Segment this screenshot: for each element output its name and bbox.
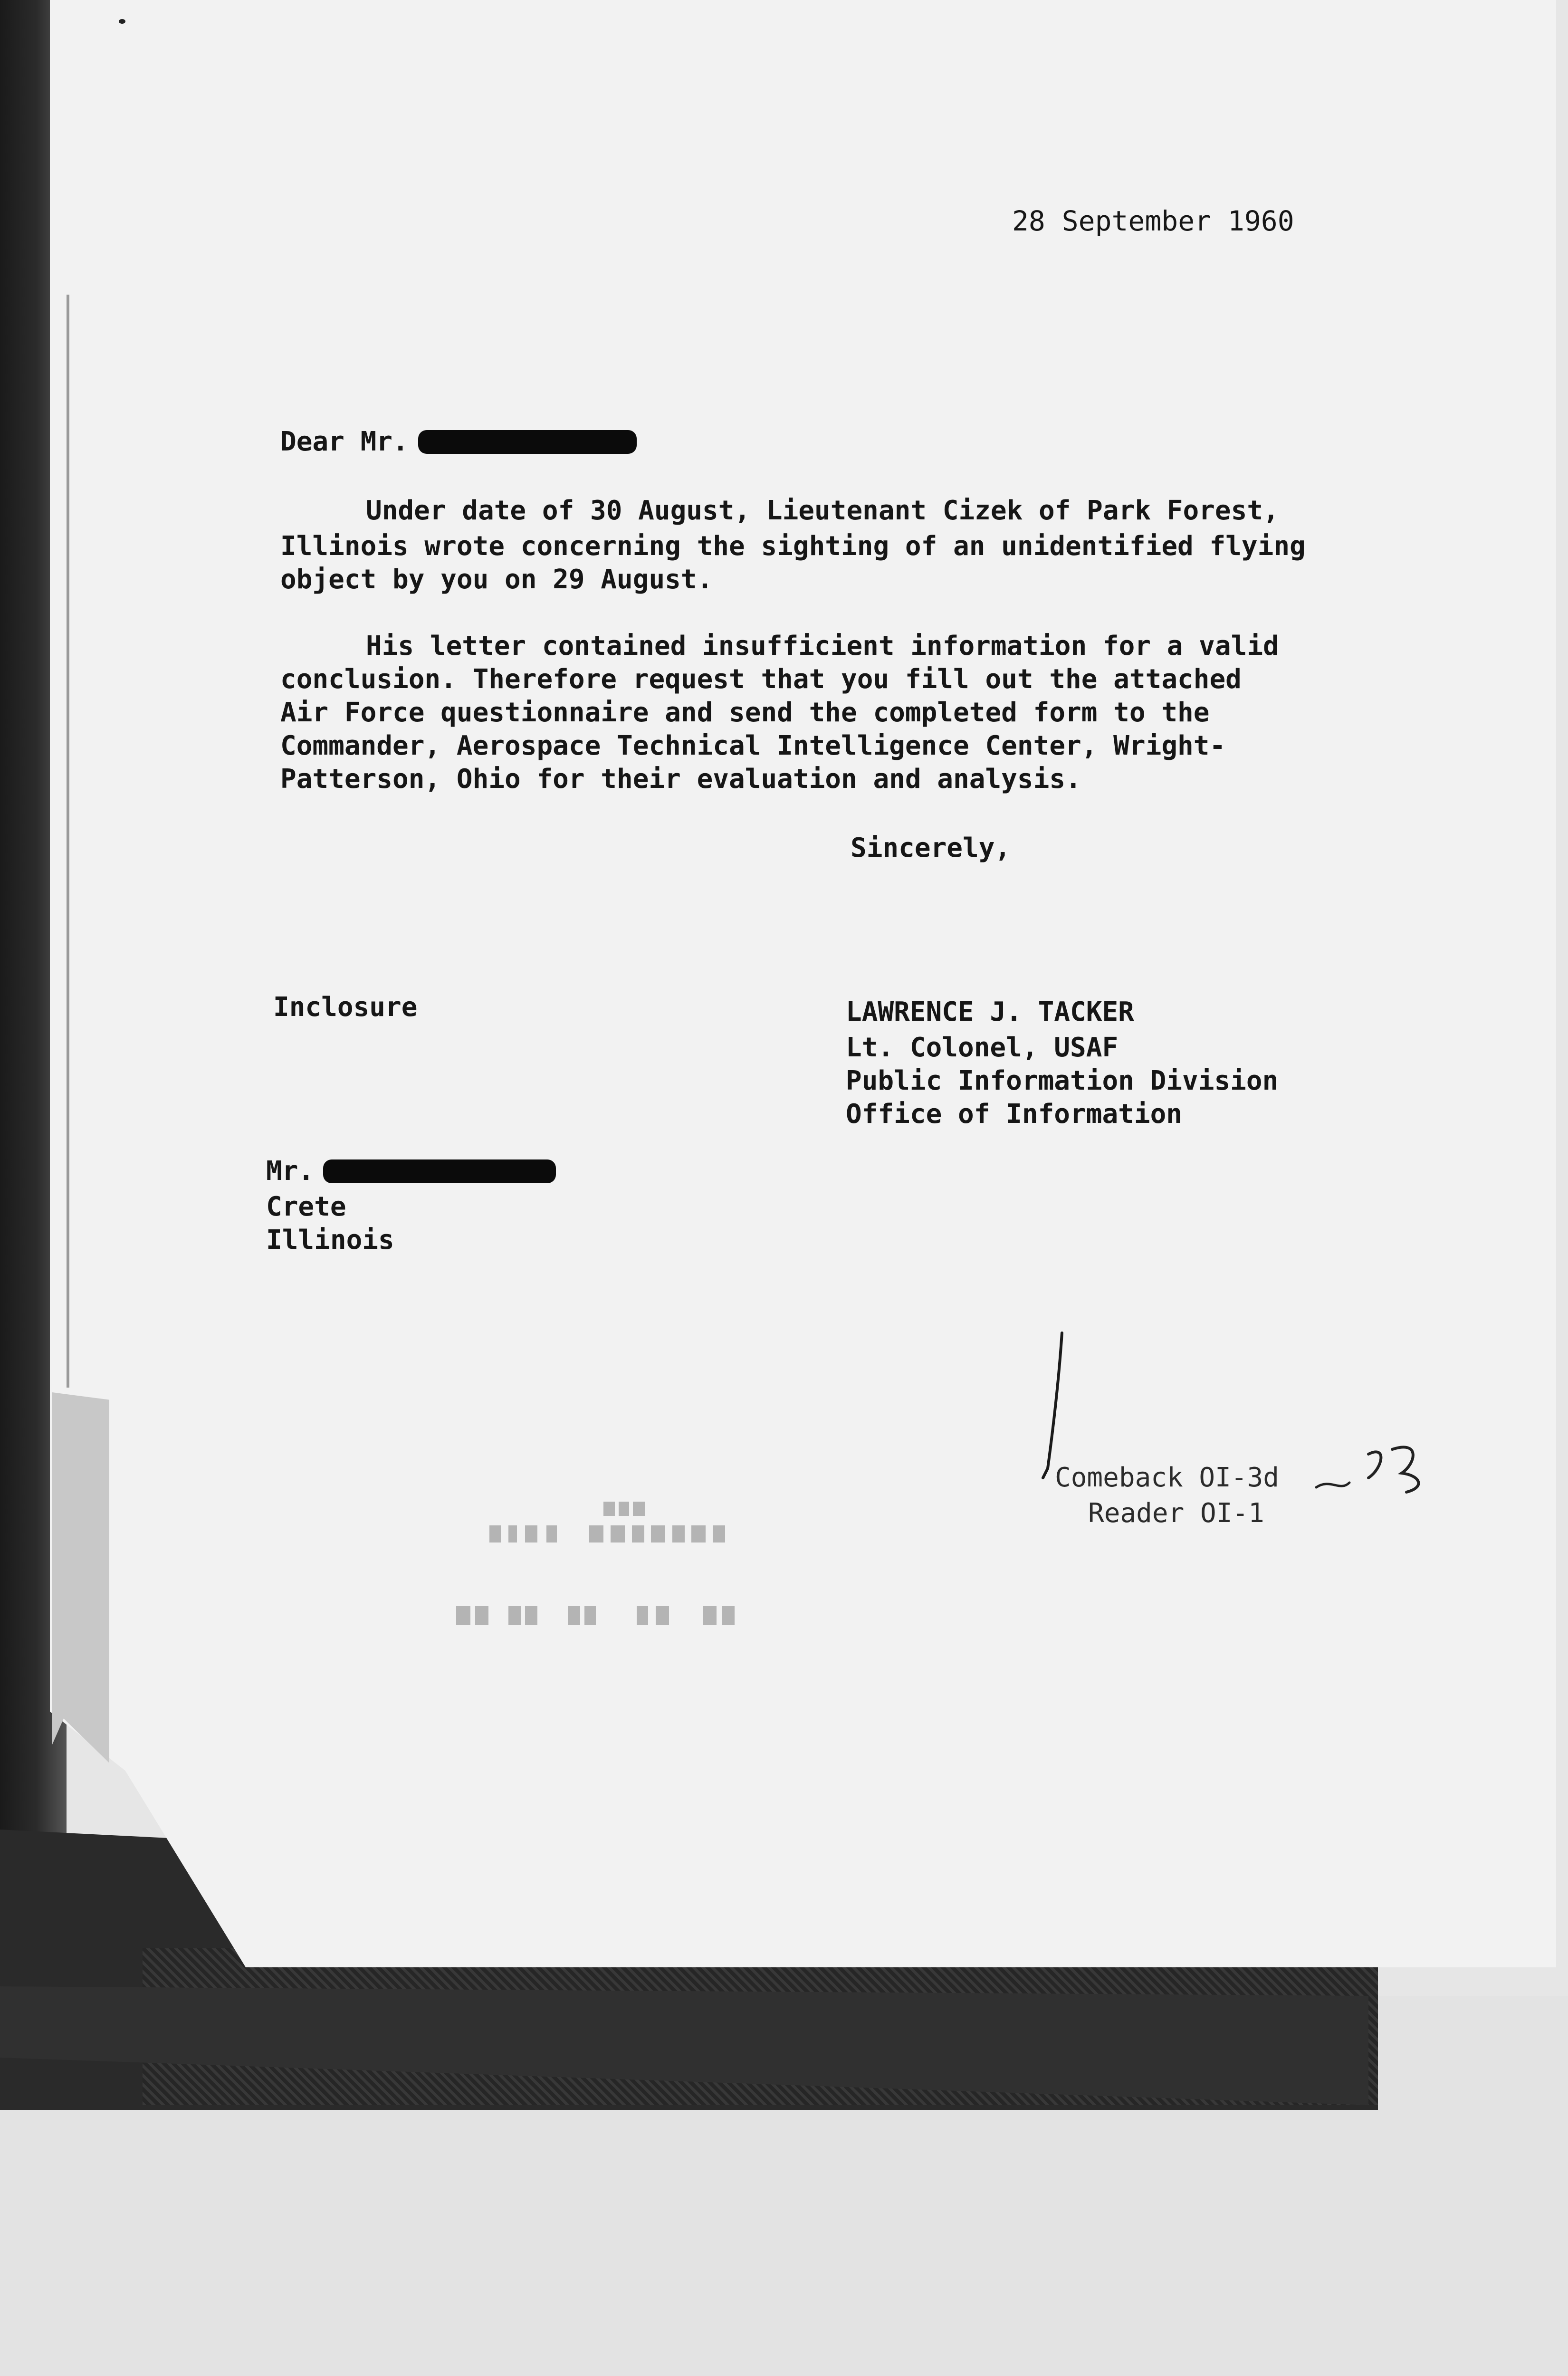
paragraph-2-line-4: Commander, Aerospace Technical Intelligence Center, Wright- <box>280 730 1226 761</box>
address-state: Illinois <box>266 1225 394 1255</box>
paragraph-2-line-5: Patterson, Ohio for their evaluation and analysis. <box>280 764 1081 795</box>
handwritten-check-mark <box>1033 1331 1076 1483</box>
ink-dot <box>119 19 125 24</box>
sheet-torn-corner <box>52 1392 109 1763</box>
salutation: Dear Mr. <box>280 426 409 457</box>
redaction-bar <box>418 430 637 454</box>
signature-division: Public Information Division <box>846 1065 1279 1096</box>
letter-date: 28 September 1960 <box>1012 205 1294 237</box>
paragraph-2-line-3: Air Force questionnaire and send the completed form to the <box>280 697 1210 728</box>
redaction-bar <box>323 1159 556 1183</box>
sheet-fold-line <box>67 295 69 1388</box>
letter-sheet <box>50 0 1556 1967</box>
enclosure-label: Inclosure <box>273 992 418 1023</box>
paragraph-2-line-1: His letter contained insufficient information for a valid <box>366 631 1279 661</box>
bleed-through-stamp <box>447 1497 827 1649</box>
routing-reader: Reader OI-1 <box>1088 1498 1264 1529</box>
handwritten-initials <box>1311 1435 1435 1506</box>
paragraph-1-line-2: Illinois wrote concerning the sighting of an unidentified flying <box>280 531 1306 562</box>
signature-office: Office of Information <box>846 1099 1183 1130</box>
closing: Sincerely, <box>851 833 1011 863</box>
signature-name: LAWRENCE J. TACKER <box>846 996 1134 1027</box>
paragraph-1-line-1: Under date of 30 August, Lieutenant Cizek of Park Forest, <box>366 495 1279 526</box>
routing-comeback: Comeback OI-3d <box>1055 1462 1280 1493</box>
signature-rank: Lt. Colonel, USAF <box>846 1032 1119 1063</box>
address-prefix: Mr. <box>266 1156 315 1187</box>
paragraph-2-line-2: conclusion. Therefore request that you fill out the attached <box>280 664 1242 695</box>
address-city: Crete <box>266 1191 346 1222</box>
paragraph-1-line-3: object by you on 29 August. <box>280 564 713 595</box>
